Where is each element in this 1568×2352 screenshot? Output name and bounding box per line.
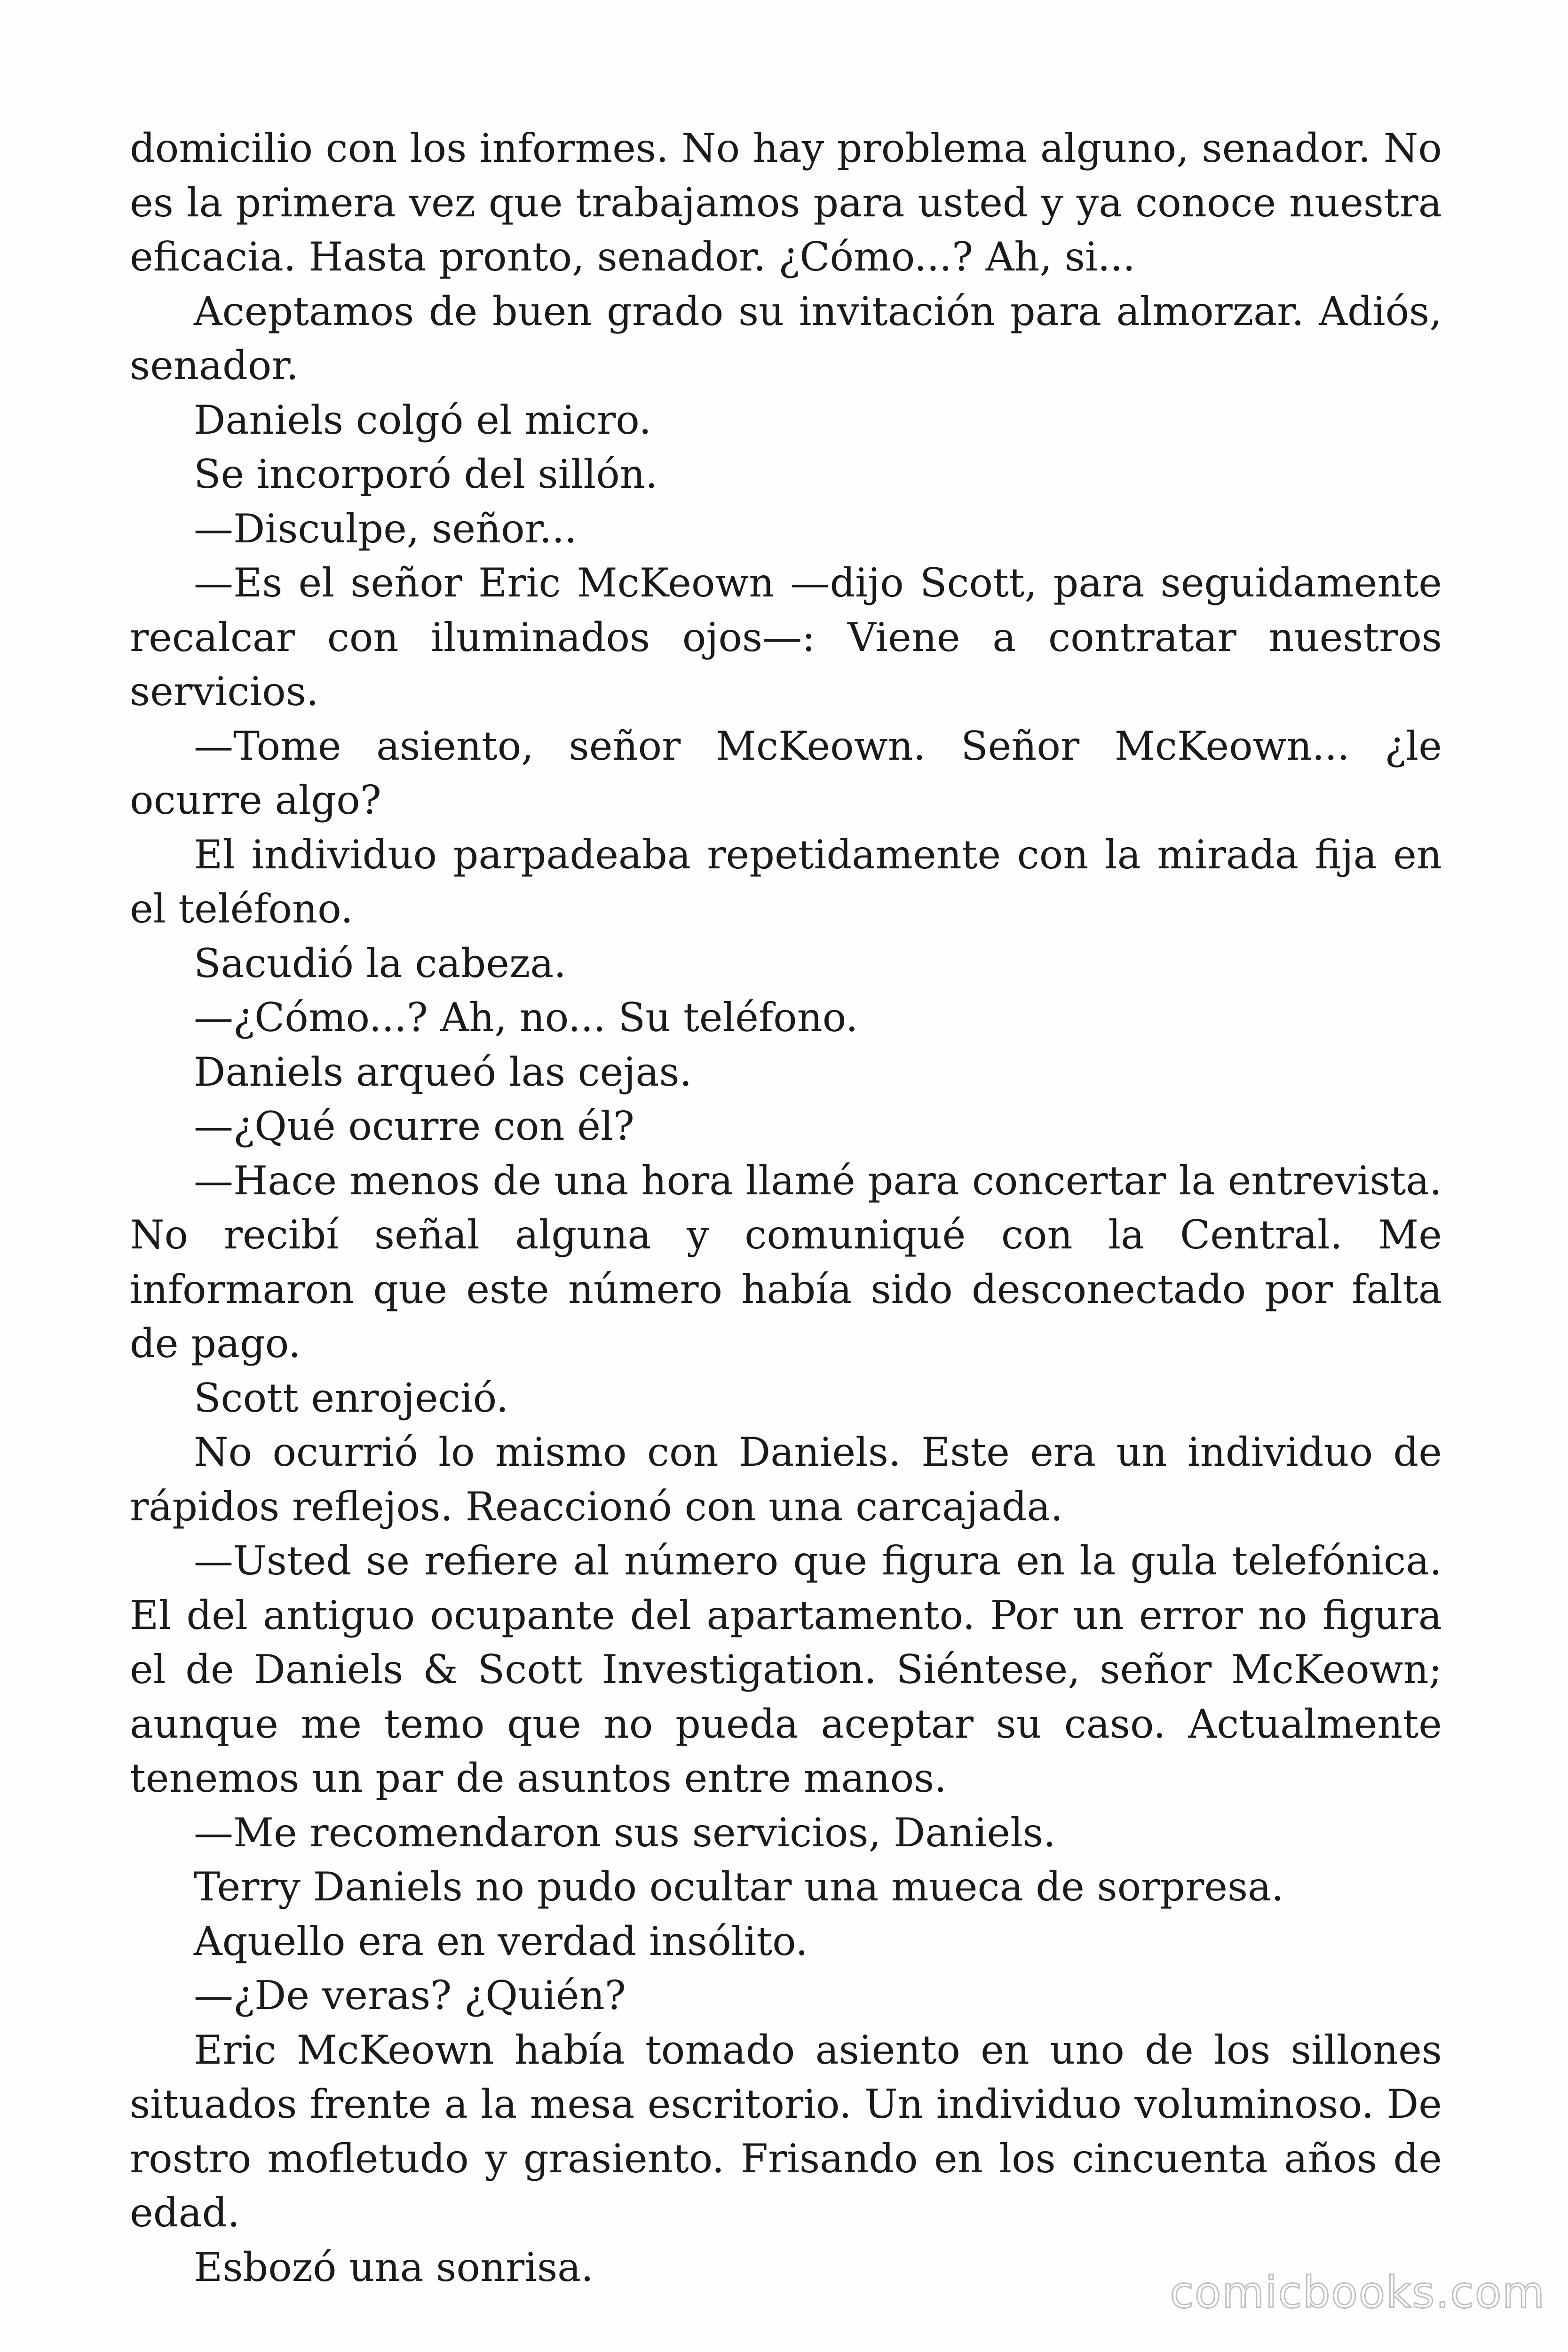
paragraph: Aquello era en verdad insólito. <box>194 1918 808 1964</box>
paragraph: Aceptamos de buen grado su invitación para almorzar. Adiós, senador. <box>130 288 1442 389</box>
paragraph: Eric McKeown había tomado asiento en uno de los sillones situados frente a la mesa escritorio. Un individuo voluminoso. De rostro mofletudo y grasiento. Frisando en los cincuenta años de edad. <box>130 2026 1442 2236</box>
paragraph: —Hace menos de una hora llamé para concertar la entrevista. No recibí señal alguna y comuniqué con la Central. Me informaron que este número había sido desconectado por falta de pago. <box>130 1157 1442 1367</box>
watermark: comicbooks.com <box>1170 2267 1545 2318</box>
paragraph: —Disculpe, señor... <box>194 505 577 552</box>
paragraph: El individuo parpadeaba repetidamente con la mirada fija en el teléfono. <box>130 831 1442 932</box>
paragraph: —Usted se refiere al número que figura en la gula telefónica. El del antiguo ocupante del apartamento. Por un error no figura el de Daniels & Scott Investigation. Siéntese, señor McKeown; aunque me temo que no pueda aceptar su caso. Actualmente tenemos un par de asuntos entre manos. <box>130 1538 1442 1801</box>
paragraph: Scott enrojeció. <box>194 1375 509 1421</box>
paragraph: —¿Qué ocurre con él? <box>194 1103 634 1149</box>
paragraph: Daniels arqueó las cejas. <box>194 1049 692 1095</box>
paragraph: Terry Daniels no pudo ocultar una mueca de sorpresa. <box>194 1864 1284 1910</box>
paragraph: No ocurrió lo mismo con Daniels. Este era un individuo de rápidos reflejos. Reaccionó con una carcajada. <box>130 1429 1442 1530</box>
paragraph: —Tome asiento, señor McKeown. Señor McKeown... ¿le ocurre algo? <box>130 723 1442 823</box>
paragraph: Sacudió la cabeza. <box>194 940 566 986</box>
paragraph: Se incorporó del sillón. <box>194 451 658 497</box>
paragraph: Esbozó una sonrisa. <box>194 2244 594 2290</box>
paragraph: —¿De veras? ¿Quién? <box>194 1972 626 2018</box>
paragraph: —Es el señor Eric McKeown —dijo Scott, para seguidamente recalcar con iluminados ojos—: Viene a contratar nuestros servicios. <box>130 560 1442 715</box>
paragraph: —Me recomendaron sus servicios, Daniels. <box>194 1809 1056 1856</box>
paragraph: Daniels colgó el micro. <box>194 397 652 443</box>
paragraph: domicilio con los informes. No hay problema alguno, senador. No es la primera vez que trabajamos para usted y ya conoce nuestra eficacia. Hasta pronto, senador. ¿Cómo...? Ah, si... <box>130 125 1442 280</box>
body-text <box>130 121 1442 2295</box>
paragraph: —¿Cómo...? Ah, no... Su teléfono. <box>194 994 858 1041</box>
